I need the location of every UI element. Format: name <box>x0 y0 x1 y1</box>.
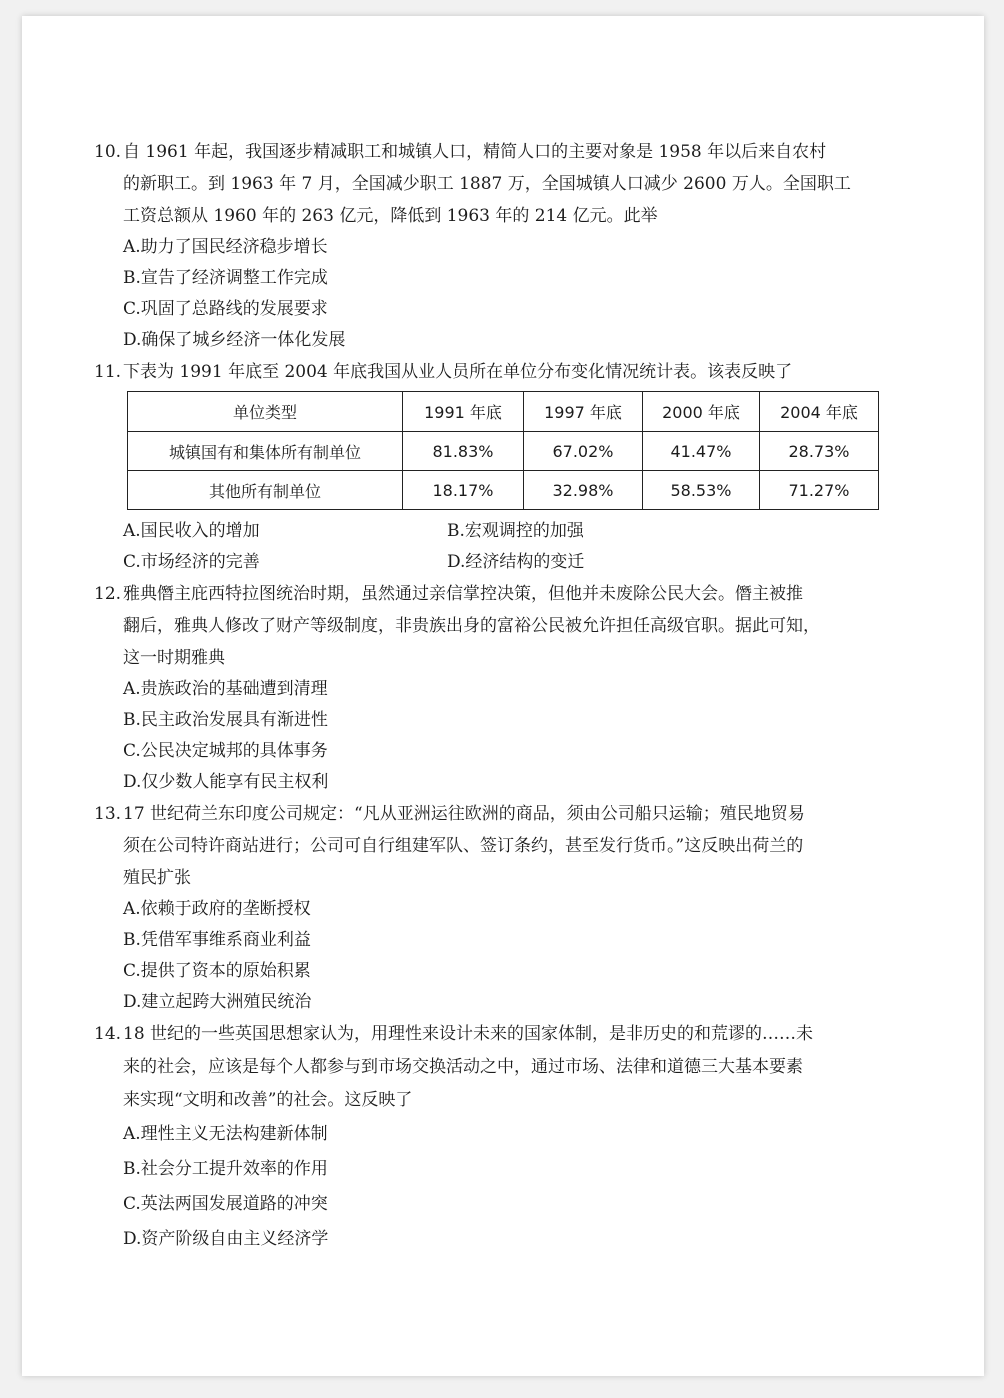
question-stem-line <box>94 642 920 674</box>
option-d: D.资产阶级自由主义经济学 <box>123 1229 329 1249</box>
question-12 <box>94 578 920 798</box>
stem-text: 来的社会，应该是每个人都参与到市场交换活动之中，通过市场、法律和道德三大基本要素 <box>123 1057 803 1077</box>
question-number: 13. <box>94 804 122 824</box>
question-stem-line <box>94 168 920 200</box>
stem-text: 雅典僭主庇西特拉图统治时期，虽然通过亲信掌控决策，但他并未废除公民大会。僭主被推 <box>123 584 803 604</box>
stem-text: 18 世纪的一些英国思想家认为，用理性来设计未来的国家体制，是非历史的和荒谬的……未 <box>123 1024 814 1044</box>
option-a: A.贵族政治的基础遭到清理 <box>123 679 328 699</box>
stem-text: 17 世纪荷兰东印度公司规定：“凡从亚洲运往欧洲的商品，须由公司船只运输；殖民地贸易 <box>123 804 805 824</box>
option-a: A.国民收入的增加 <box>123 521 260 541</box>
table-cell: 18.17% <box>403 471 524 510</box>
table-cell: 其他所有制单位 <box>128 471 403 510</box>
table-cell: 71.27% <box>760 471 879 510</box>
table-header-row <box>128 392 879 432</box>
table-header-cell: 2004 年底 <box>760 392 879 432</box>
question-stem-line <box>94 1084 920 1117</box>
option-c: C.英法两国发展道路的冲突 <box>123 1194 328 1214</box>
table-row <box>128 471 879 510</box>
stem-text: 来实现“文明和改善”的社会。这反映了 <box>123 1090 413 1110</box>
question-stem-line <box>94 1051 920 1084</box>
table-cell: 城镇国有和集体所有制单位 <box>128 432 403 471</box>
question-number: 11. <box>94 362 122 382</box>
question-number: 10. <box>94 142 122 162</box>
stem-text: 自 1961 年起，我国逐步精减职工和城镇人口，精简人口的主要对象是 1958 年以后来自农村 <box>123 142 827 162</box>
question-stem-line <box>94 356 920 388</box>
question-stem-line <box>94 200 920 232</box>
option-d: D.确保了城乡经济一体化发展 <box>123 330 346 350</box>
stem-text: 工资总额从 1960 年的 263 亿元，降低到 1963 年的 214 亿元。此举 <box>123 206 658 226</box>
question-stem-line <box>94 578 920 610</box>
question-10 <box>94 136 920 356</box>
stem-text: 翻后，雅典人修改了财产等级制度，非贵族出身的富裕公民被允许担任高级官职。据此可知， <box>123 616 820 636</box>
question-stem-line <box>94 136 920 168</box>
table-header-cell: 1997 年底 <box>524 392 643 432</box>
option-c: C.巩固了总路线的发展要求 <box>123 299 328 319</box>
table-cell: 41.47% <box>643 432 760 471</box>
exam-page <box>22 16 984 1376</box>
stem-text: 的新职工。到 1963 年 7 月，全国减少职工 1887 万，全国城镇人口减少 2600 万人。全国职工 <box>123 174 851 194</box>
table-cell: 32.98% <box>524 471 643 510</box>
table-cell: 28.73% <box>760 432 879 471</box>
option-row <box>94 516 920 547</box>
question-14 <box>94 1018 920 1257</box>
table-header-cell: 单位类型 <box>128 392 403 432</box>
statistics-table <box>127 391 879 510</box>
question-13 <box>94 798 920 1018</box>
option-c: C.公民决定城邦的具体事务 <box>123 741 328 761</box>
stem-text: 下表为 1991 年底至 2004 年底我国从业人员所在单位分布变化情况统计表。该表反映了 <box>123 362 793 382</box>
option-b: B.宣告了经济调整工作完成 <box>123 268 328 288</box>
option-row <box>94 547 920 578</box>
option-a: A.依赖于政府的垄断授权 <box>123 899 311 919</box>
question-stem-line <box>94 798 920 830</box>
question-number: 14. <box>94 1024 122 1044</box>
question-11 <box>94 356 920 578</box>
option-d: D.建立起跨大洲殖民统治 <box>123 992 312 1012</box>
question-stem-line <box>94 1018 920 1051</box>
question-number: 12. <box>94 584 122 604</box>
option-c: C.提供了资本的原始积累 <box>123 961 311 981</box>
option-b: B.凭借军事维系商业利益 <box>123 930 311 950</box>
question-stem-line <box>94 830 920 862</box>
option-d: D.仅少数人能享有民主权利 <box>123 772 329 792</box>
stem-text: 殖民扩张 <box>123 868 191 888</box>
option-b: B.民主政治发展具有渐进性 <box>123 710 328 730</box>
question-stem-line <box>94 862 920 894</box>
question-list <box>94 136 920 1257</box>
table-row <box>128 432 879 471</box>
table-cell: 67.02% <box>524 432 643 471</box>
option-b: B.宏观调控的加强 <box>447 521 584 541</box>
stem-text: 须在公司特许商站进行；公司可自行组建军队、签订条约，甚至发行货币。”这反映出荷兰的 <box>123 836 804 856</box>
question-stem-line <box>94 610 920 642</box>
option-a: A.理性主义无法构建新体制 <box>123 1124 328 1144</box>
table-header-cell: 1991 年底 <box>403 392 524 432</box>
table-cell: 58.53% <box>643 471 760 510</box>
option-b: B.社会分工提升效率的作用 <box>123 1159 328 1179</box>
option-a: A.助力了国民经济稳步增长 <box>123 237 328 257</box>
stem-text: 这一时期雅典 <box>123 648 225 668</box>
table-header-cell: 2000 年底 <box>643 392 760 432</box>
option-c: C.市场经济的完善 <box>123 552 260 572</box>
table-cell: 81.83% <box>403 432 524 471</box>
option-d: D.经济结构的变迁 <box>447 552 585 572</box>
